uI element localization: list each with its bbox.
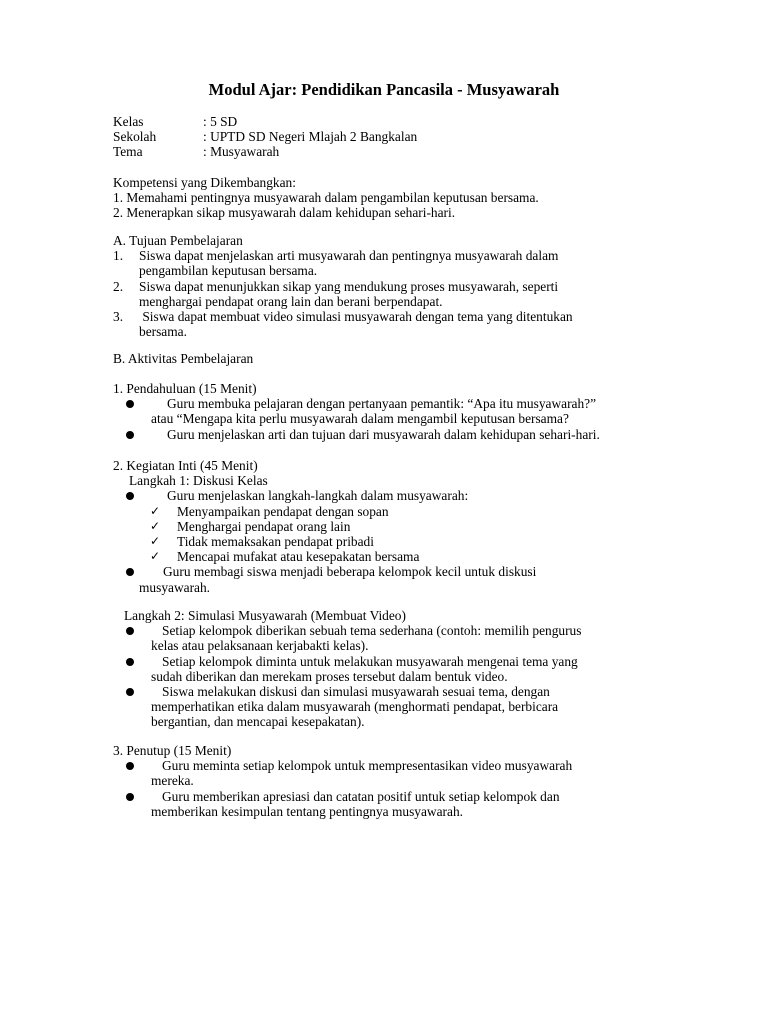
checkmark-icon: ✓ bbox=[150, 534, 161, 549]
bullet-dot-icon bbox=[126, 793, 134, 801]
aktivitas-heading: B. Aktivitas Pembelajaran bbox=[113, 351, 254, 366]
tujuan-item bbox=[113, 248, 673, 278]
info-value: : Musyawarah bbox=[203, 144, 280, 160]
document-title: Modul Ajar: Pendidikan Pancasila - Musyawarah bbox=[208, 80, 560, 99]
bullet-line: Guru meminta setiap kelompok untuk mempresentasikan video musyawarah bbox=[162, 758, 573, 774]
bullet-line: Guru menjelaskan langkah-langkah dalam musyawarah: bbox=[167, 488, 469, 504]
bullet-item bbox=[113, 488, 673, 503]
check-line: Menyampaikan pendapat dengan sopan bbox=[177, 503, 389, 519]
check-item bbox=[113, 549, 673, 564]
tujuan-item bbox=[113, 309, 673, 339]
bullet-dot-icon bbox=[126, 568, 134, 576]
check-item bbox=[113, 504, 673, 519]
info-row-kelas bbox=[113, 114, 673, 129]
bullet-item bbox=[113, 654, 673, 684]
penutup-section bbox=[113, 743, 673, 819]
item-line: menghargai pendapat orang lain dan berani berpendapat. bbox=[139, 293, 443, 309]
checkmark-icon: ✓ bbox=[150, 518, 161, 533]
bullet-dot-icon bbox=[126, 658, 134, 666]
bullet-dot-icon bbox=[126, 762, 134, 770]
langkah2-heading: Langkah 2: Simulasi Musyawarah (Membuat Video) bbox=[124, 608, 406, 623]
bullet-line: mereka. bbox=[151, 773, 194, 789]
bullet-line: kelas atau pelaksanaan kerjabakti kelas). bbox=[151, 638, 369, 654]
bullet-item bbox=[113, 564, 673, 594]
item-line: Siswa dapat membuat video simulasi musyawarah dengan tema yang ditentukan bbox=[139, 309, 573, 325]
item-line: Siswa dapat menunjukkan sikap yang mendukung proses musyawarah, seperti bbox=[139, 278, 559, 294]
kompetensi-item: 2. Menerapkan sikap musyawarah dalam kehidupan sehari-hari. bbox=[113, 205, 456, 221]
kompetensi-section bbox=[113, 175, 673, 221]
bullet-line: Guru menjelaskan arti dan tujuan dari musyawarah dalam kehidupan sehari-hari. bbox=[167, 426, 600, 442]
bullet-item bbox=[113, 684, 673, 730]
tujuan-heading: A. Tujuan Pembelajaran bbox=[113, 233, 243, 248]
bullet-line: Guru membagi siswa menjadi beberapa kelompok kecil untuk diskusi bbox=[163, 564, 537, 580]
info-block bbox=[113, 114, 673, 160]
info-value: : 5 SD bbox=[203, 114, 238, 129]
info-row-tema bbox=[113, 144, 673, 159]
bullet-line: Guru membuka pelajaran dengan pertanyaan pemantik: “Apa itu musyawarah?” bbox=[167, 396, 597, 412]
info-value: : UPTD SD Negeri Mlajah 2 Bangkalan bbox=[203, 129, 418, 145]
langkah1-heading: Langkah 1: Diskusi Kelas bbox=[129, 473, 268, 489]
inti-heading: 2. Kegiatan Inti (45 Menit) bbox=[113, 458, 258, 473]
bullet-line: memberikan kesimpulan tentang pentingnya musyawarah. bbox=[151, 803, 463, 819]
tujuan-section bbox=[113, 233, 673, 339]
kompetensi-heading: Kompetensi yang Dikembangkan: bbox=[113, 175, 296, 190]
checkmark-icon: ✓ bbox=[150, 549, 161, 564]
langkah2-section bbox=[113, 608, 673, 730]
bullet-item bbox=[113, 789, 673, 819]
bullet-line: musyawarah. bbox=[139, 579, 211, 595]
bullet-line: atau “Mengapa kita perlu musyawarah dalam mengambil keputusan bersama? bbox=[151, 411, 569, 427]
bullet-dot-icon bbox=[126, 431, 134, 439]
penutup-heading: 3. Penutup (15 Menit) bbox=[113, 743, 232, 758]
kompetensi-item: 1. Memahami pentingnya musyawarah dalam pengambilan keputusan bersama. bbox=[113, 190, 539, 206]
tujuan-item bbox=[113, 279, 673, 309]
pendahuluan-section bbox=[113, 381, 673, 442]
bullet-line: Setiap kelompok diminta untuk melakukan musyawarah mengenai tema yang bbox=[162, 653, 578, 669]
bullet-dot-icon bbox=[126, 627, 134, 635]
item-number: 2. bbox=[113, 278, 124, 294]
bullet-line: memperhatikan etika dalam musyawarah (menghormati pendapat, berbicara bbox=[151, 699, 559, 715]
bullet-dot-icon bbox=[126, 400, 134, 408]
info-label: Tema bbox=[113, 144, 143, 160]
check-line: Tidak memaksakan pendapat pribadi bbox=[177, 534, 374, 550]
bullet-item bbox=[113, 427, 673, 442]
bullet-line: Setiap kelompok diberikan sebuah tema sederhana (contoh: memilih pengurus bbox=[162, 623, 582, 639]
item-line: bersama. bbox=[139, 324, 187, 340]
info-row-sekolah bbox=[113, 129, 673, 144]
item-number: 1. bbox=[113, 248, 124, 264]
bullet-line: bergantian, dan mencapai kesepakatan). bbox=[151, 714, 365, 730]
bullet-dot-icon bbox=[126, 688, 134, 696]
bullet-line: Siswa melakukan diskusi dan simulasi musyawarah sesuai tema, dengan bbox=[162, 684, 550, 700]
item-line: pengambilan keputusan bersama. bbox=[139, 263, 318, 279]
bullet-line: sudah diberikan dan merekam proses tersebut dalam bentuk video. bbox=[151, 668, 508, 684]
check-line: Mencapai mufakat atau kesepakatan bersama bbox=[177, 549, 420, 565]
info-label: Kelas bbox=[113, 114, 144, 129]
pendahuluan-heading: 1. Pendahuluan (15 Menit) bbox=[113, 381, 257, 396]
checkmark-icon: ✓ bbox=[150, 503, 161, 518]
bullet-item bbox=[113, 396, 673, 426]
check-item bbox=[113, 519, 673, 534]
inti-section bbox=[113, 458, 673, 595]
info-label: Sekolah bbox=[113, 129, 157, 145]
bullet-dot-icon bbox=[126, 492, 134, 500]
item-line: Siswa dapat menjelaskan arti musyawarah dan pentingnya musyawarah dalam bbox=[139, 248, 559, 264]
check-item bbox=[113, 534, 673, 549]
item-number: 3. bbox=[113, 309, 124, 325]
aktivitas-heading-block bbox=[113, 351, 673, 366]
bullet-item bbox=[113, 758, 673, 788]
bullet-line: Guru memberikan apresiasi dan catatan positif untuk setiap kelompok dan bbox=[162, 788, 560, 804]
bullet-item bbox=[113, 623, 673, 653]
check-line: Menghargai pendapat orang lain bbox=[177, 518, 351, 534]
